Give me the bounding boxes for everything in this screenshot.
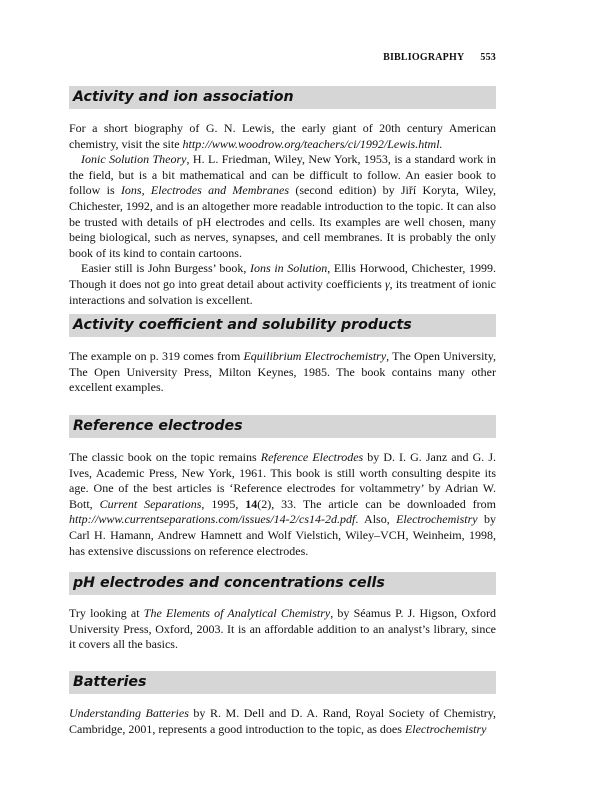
paragraph: Ionic Solution Theory, H. L. Friedman, Wiley, New York, 1953, is a standard work in the field, but is a bit mathematical and can be difficult to follow. An easier book to follow is Ions, Electrodes and Membranes (second edition) by Jiří Koryta, Wiley, Chichester, 1992, and is an altogether more readable introduction to the topic. It can also be trusted with details of pH electrodes and cells. Its examples are well chosen, many being biological, such as nerves, synapses, and cell membranes. It is probably the only book of its kind to contain cartoons. [69, 152, 497, 260]
book-title: Ions in Solution [250, 261, 328, 276]
book-title: The Elements of Analytical Chemistry [143, 606, 331, 620]
paragraph: Easier still is John Burgess’ book, Ions in Solution, Ellis Horwood, Chichester, 1999. Though it does not go into great detail about activity coefficients γ, its treatment of ionic interactions and solvation is excellent. [69, 261, 496, 307]
section-heading-activity-ion-association [69, 86, 496, 109]
book-title: Reference Electrodes [260, 450, 364, 464]
section-heading-activity-coefficient-solubility [69, 314, 496, 337]
section-body-ph-electrodes [69, 606, 496, 653]
section-heading-text: Activity coefficient and solubility products [73, 317, 412, 333]
paragraph: For a short biography of G. N. Lewis, the early giant of 20th century American chemistry, visit the site http://www.woodrow.org/teachers/ci/1992/Lewis.html. [69, 121, 496, 151]
journal-title: Current Separations [99, 496, 202, 511]
url-link: http://www.woodrow.org/teachers/ci/1992/Lewis.html. [182, 136, 443, 151]
url-link: http://www.currentseparations.com/issues/14-2/cs14-2d.pdf [69, 512, 356, 527]
paragraph: Try looking at The Elements of Analytical Chemistry, by Séamus P. J. Higson, Oxford University Press, Oxford, 2003. It is an affordable addition to an analyst’s library, since it covers all the basics. [69, 606, 496, 652]
running-head [69, 52, 496, 63]
gamma-symbol: γ [384, 276, 390, 291]
section-heading-reference-electrodes [69, 415, 496, 438]
section-body-activity-ion-association [69, 121, 496, 308]
section-heading-text: Reference electrodes [73, 418, 243, 434]
page-number: 553 [480, 52, 496, 63]
paragraph: The classic book on the topic remains Reference Electrodes by D. I. G. Janz and G. J. Ives, Academic Press, New York, 1961. This book is still worth consulting despite its age. One of the best articles is ‘Reference electrodes for voltammetry’ by Adrian W. Bott, Current Separations, 1995, 14(2), 33. The article can be downloaded from http://www.currentseparations.com/issues/14-2/cs14-2d.pdf. Also, Electrochemistry by Carl H. Hamann, Andrew Hamnett and Wolf Vielstich, Wiley–VCH, Weinheim, 1998, has extensive discussions on reference electrodes. [69, 450, 496, 558]
book-title: Understanding Batteries [69, 706, 189, 720]
paragraph: Understanding Batteries by R. M. Dell and D. A. Rand, Royal Society of Chemistry, Cambridge, 2001, represents a good introduction to the topic, as does Electrochemistry [69, 706, 496, 736]
paragraph: The example on p. 319 comes from Equilibrium Electrochemistry, The Open University, The Open University Press, Milton Keynes, 1985. The book contains many other excellent examples. [69, 349, 496, 395]
section-heading-text: pH electrodes and concentrations cells [73, 575, 385, 591]
section-heading-batteries [69, 671, 496, 694]
book-title: Ions, Electrodes and Membranes [120, 183, 290, 198]
book-title: Electrochemistry [396, 512, 478, 527]
section-heading-ph-electrodes [69, 572, 496, 595]
section-heading-text: Batteries [73, 674, 147, 690]
section-body-batteries [69, 706, 496, 737]
running-head-title: BIBLIOGRAPHY [383, 52, 465, 63]
section-body-activity-coefficient-solubility [69, 349, 496, 396]
volume-number: 14 [245, 496, 258, 511]
book-title: Ionic Solution Theory [81, 152, 187, 167]
book-title: Equilibrium Electrochemistry [243, 349, 387, 363]
section-body-reference-electrodes [69, 450, 496, 559]
section-heading-text: Activity and ion association [73, 89, 294, 105]
book-title: Electrochemistry [404, 721, 487, 736]
